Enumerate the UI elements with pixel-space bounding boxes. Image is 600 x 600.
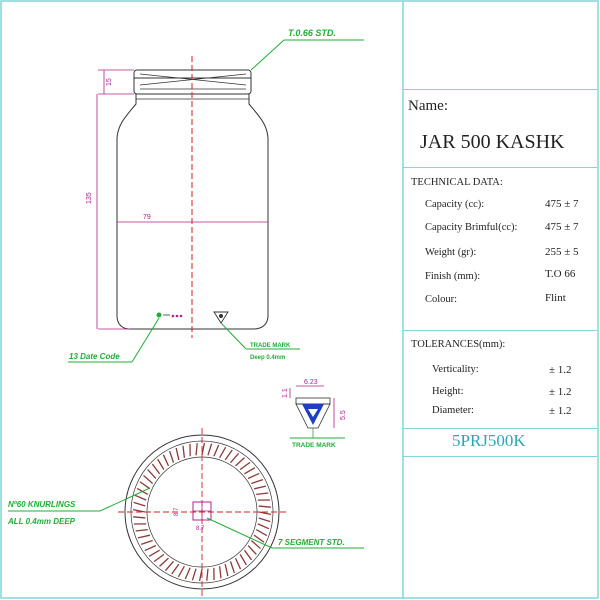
tolerance-value: ± 1.2 xyxy=(549,405,572,417)
knurl-mark xyxy=(258,524,269,529)
knurl-mark xyxy=(254,486,266,489)
title-divider-1 xyxy=(403,89,597,90)
height-dim-neck: 15 xyxy=(106,78,113,86)
knurl-mark xyxy=(136,530,148,531)
dimension-lines xyxy=(97,70,268,329)
tech-value: Flint xyxy=(545,292,566,304)
base-view xyxy=(118,428,286,596)
knurl-mark xyxy=(143,475,152,483)
tech-value: 475 ± 7 xyxy=(545,221,579,233)
technical-header: TECHNICAL DATA: xyxy=(411,177,503,188)
trade-mark-callout-line1: TRADE MARK xyxy=(250,343,291,349)
product-code: 5PRJ500K xyxy=(452,431,526,450)
knurl-mark xyxy=(176,448,179,460)
date-code-mark xyxy=(157,313,183,318)
tech-label: Capacity (cc): xyxy=(425,199,485,210)
trademark-depth-dim: 1.1 xyxy=(282,388,289,398)
title-divider-2 xyxy=(403,167,597,168)
tech-label: Weight (gr): xyxy=(425,247,477,258)
knurl-mark xyxy=(254,535,264,542)
trademark-detail xyxy=(290,386,345,438)
tech-label: Capacity Brimful(cc): xyxy=(425,222,518,233)
knurl-mark xyxy=(138,535,150,538)
knurl-mark xyxy=(225,450,232,460)
knurl-mark xyxy=(165,561,173,570)
knurl-mark xyxy=(220,447,226,458)
knurl-mark xyxy=(236,458,245,466)
tech-value: 255 ± 5 xyxy=(545,246,579,258)
tech-value: 475 ± 7 xyxy=(545,198,579,210)
knurl-mark xyxy=(240,462,250,469)
trademark-label: TRADE MARK xyxy=(292,442,336,449)
tech-label: Finish (mm): xyxy=(425,271,481,282)
knurl-mark xyxy=(259,506,271,507)
knurl-mark xyxy=(231,453,239,462)
tolerance-label: Diameter: xyxy=(432,405,474,416)
knurl-mark xyxy=(140,482,150,489)
title-divider-4 xyxy=(403,428,597,429)
knurl-mark xyxy=(158,459,164,470)
thread-lines xyxy=(140,74,246,89)
knurl-mark xyxy=(192,569,196,581)
knurl-mark xyxy=(133,517,145,518)
knurl-mark xyxy=(178,566,184,577)
knurling-callout-line1: Nº60 KNURLINGS xyxy=(8,500,76,509)
knurl-mark xyxy=(244,468,255,474)
segment-callout: 7 SEGMENT STD. xyxy=(278,538,345,547)
knurl-mark xyxy=(152,464,159,474)
knurl-mark xyxy=(259,518,271,522)
date-code-callout: 13 Date Code xyxy=(69,352,120,361)
knurl-mark xyxy=(248,473,259,478)
tolerance-label: Verticality: xyxy=(432,364,479,375)
knurl-mark xyxy=(134,502,146,506)
knurl-mark xyxy=(231,561,235,573)
knurl-mark xyxy=(172,564,179,574)
knurl-mark xyxy=(214,445,219,456)
tech-value: T.O 66 xyxy=(545,268,576,280)
knurl-mark xyxy=(160,558,169,566)
name-label: Name: xyxy=(408,98,448,114)
knurl-mark xyxy=(149,550,160,556)
knurl-mark xyxy=(170,451,174,463)
trademark-height-dim: 5.5 xyxy=(340,410,347,420)
trademark-width-dim: 6.23 xyxy=(304,379,318,386)
knurl-mark xyxy=(256,530,267,536)
title-divider-5 xyxy=(403,456,597,457)
title-divider-3 xyxy=(403,330,597,331)
tolerance-value: ± 1.2 xyxy=(549,364,572,376)
finish-callout: T.0.66 STD. xyxy=(288,28,336,38)
code-dim-a: 8.7 xyxy=(174,507,180,516)
trade-mark-callout-line2: Deep 0.4mm xyxy=(250,355,286,361)
sheet-frame xyxy=(1,1,598,598)
knurl-mark xyxy=(154,554,164,561)
knurl-mark xyxy=(248,546,256,555)
knurl-mark xyxy=(256,493,268,494)
knurl-mark xyxy=(207,569,208,581)
width-dim-body: 79 xyxy=(143,214,151,221)
knurl-mark xyxy=(148,470,156,479)
knurl-mark xyxy=(135,495,146,500)
code-dim-b: 8.7 xyxy=(196,526,205,532)
knurl-mark xyxy=(185,568,190,579)
knurl-mark xyxy=(220,566,221,578)
tech-label: Colour: xyxy=(425,294,458,305)
knurl-mark xyxy=(236,558,241,569)
knurl-mark xyxy=(196,443,197,455)
knurl-mark xyxy=(225,564,228,576)
tolerances-header: TOLERANCES(mm): xyxy=(411,339,506,350)
knurl-mark xyxy=(240,554,246,565)
knurl-mark xyxy=(145,546,156,551)
knurl-mark xyxy=(141,541,153,545)
height-dim-total: 135 xyxy=(86,192,93,204)
knurl-mark xyxy=(244,550,251,560)
knurl-mark xyxy=(163,455,168,466)
knurl-mark xyxy=(251,480,263,484)
tolerance-label: Height: xyxy=(432,386,464,397)
knurl-mark xyxy=(183,446,184,458)
tolerance-value: ± 1.2 xyxy=(549,386,572,398)
knurl-mark xyxy=(208,444,212,456)
jar-finish-outline xyxy=(134,70,251,94)
product-name: JAR 500 KASHK xyxy=(420,131,565,153)
knurling-callout-line2: ALL 0.4mm DEEP xyxy=(8,517,75,526)
